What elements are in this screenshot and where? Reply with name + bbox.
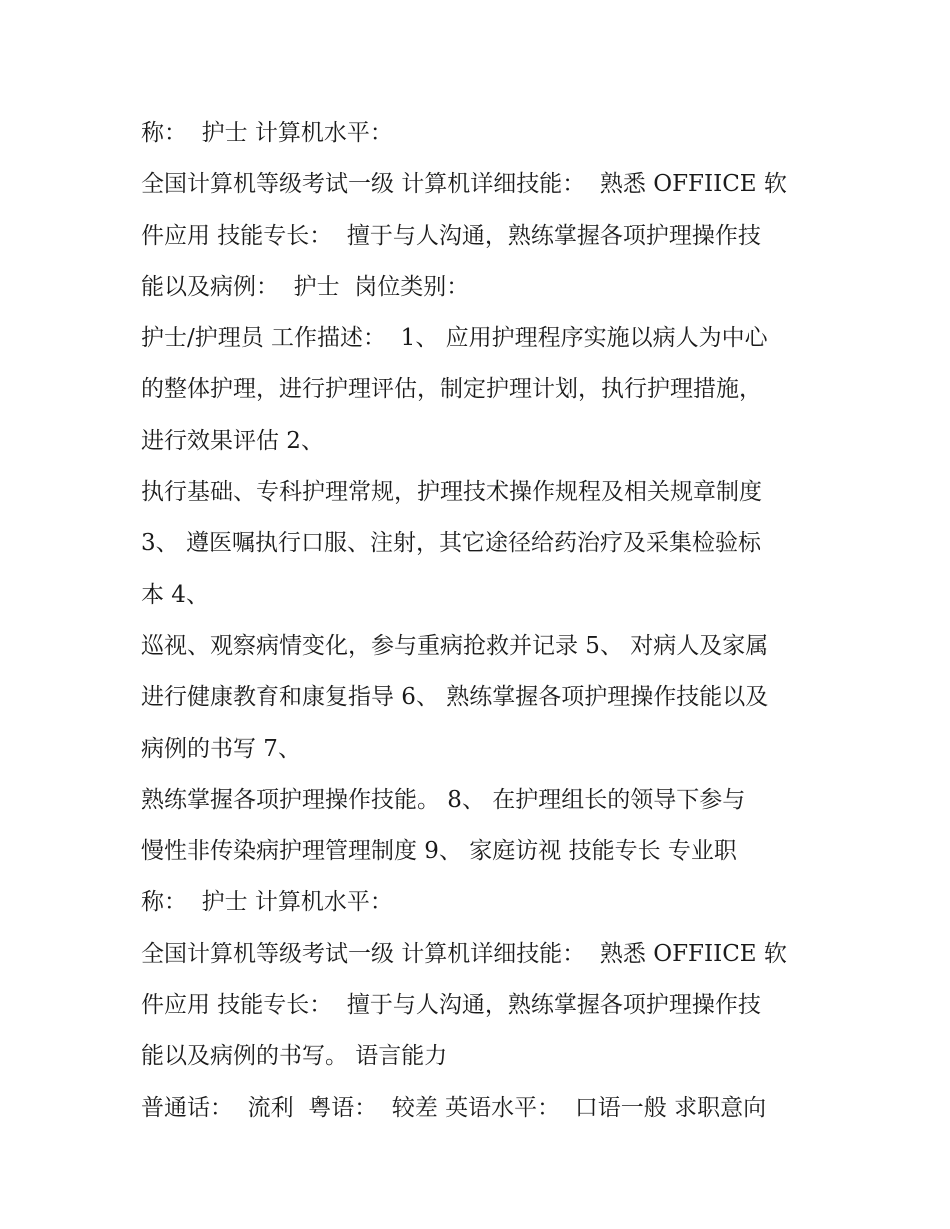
text-line: 3、 遵医嘱执行口服、注射，其它途径给药治疗及采集检验标	[141, 530, 761, 557]
text-line: 能以及病例： 护士 岗位类别：	[141, 273, 470, 300]
document-body	[141, 108, 821, 1134]
text-line: 称： 护士 计算机水平：	[141, 889, 393, 916]
text-line: 慢性非传染病护理管理制度 9、 家庭访视 技能专长 专业职	[141, 838, 737, 865]
text-line: 病例的书写 7、	[141, 735, 301, 762]
text-line: 本 4、	[141, 581, 209, 608]
text-line: 护士/护理员 工作描述： 1、 应用护理程序实施以病人为中心	[141, 325, 768, 352]
text-line: 进行效果评估 2、	[141, 427, 324, 454]
text-line: 进行健康教育和康复指导 6、 熟练掌握各项护理操作技能以及	[141, 684, 769, 711]
text-line: 普通话： 流利 粤语： 较差 英语水平： 口语一般 求职意向	[141, 1094, 767, 1121]
text-line: 巡视、观察病情变化，参与重病抢救并记录 5、 对病人及家属	[141, 632, 769, 659]
text-line: 熟练掌握各项护理操作技能。 8、 在护理组长的领导下参与	[141, 786, 746, 813]
text-line: 的整体护理，进行护理评估，制定护理计划，执行护理措施，	[141, 376, 762, 403]
text-line: 件应用 技能专长： 擅于与人沟通，熟练掌握各项护理操作技	[141, 222, 761, 249]
text-line: 能以及病例的书写。 语言能力	[141, 1043, 448, 1070]
text-line: 执行基础、专科护理常规，护理技术操作规程及相关规章制度	[141, 479, 762, 506]
text-line: 称： 护士 计算机水平：	[141, 120, 393, 146]
text-line: 全国计算机等级考试一级 计算机详细技能： 熟悉 OFFIICE 软	[141, 171, 787, 198]
text-line: 件应用 技能专长： 擅于与人沟通，熟练掌握各项护理操作技	[141, 992, 761, 1019]
text-line: 全国计算机等级考试一级 计算机详细技能： 熟悉 OFFIICE 软	[141, 940, 787, 967]
